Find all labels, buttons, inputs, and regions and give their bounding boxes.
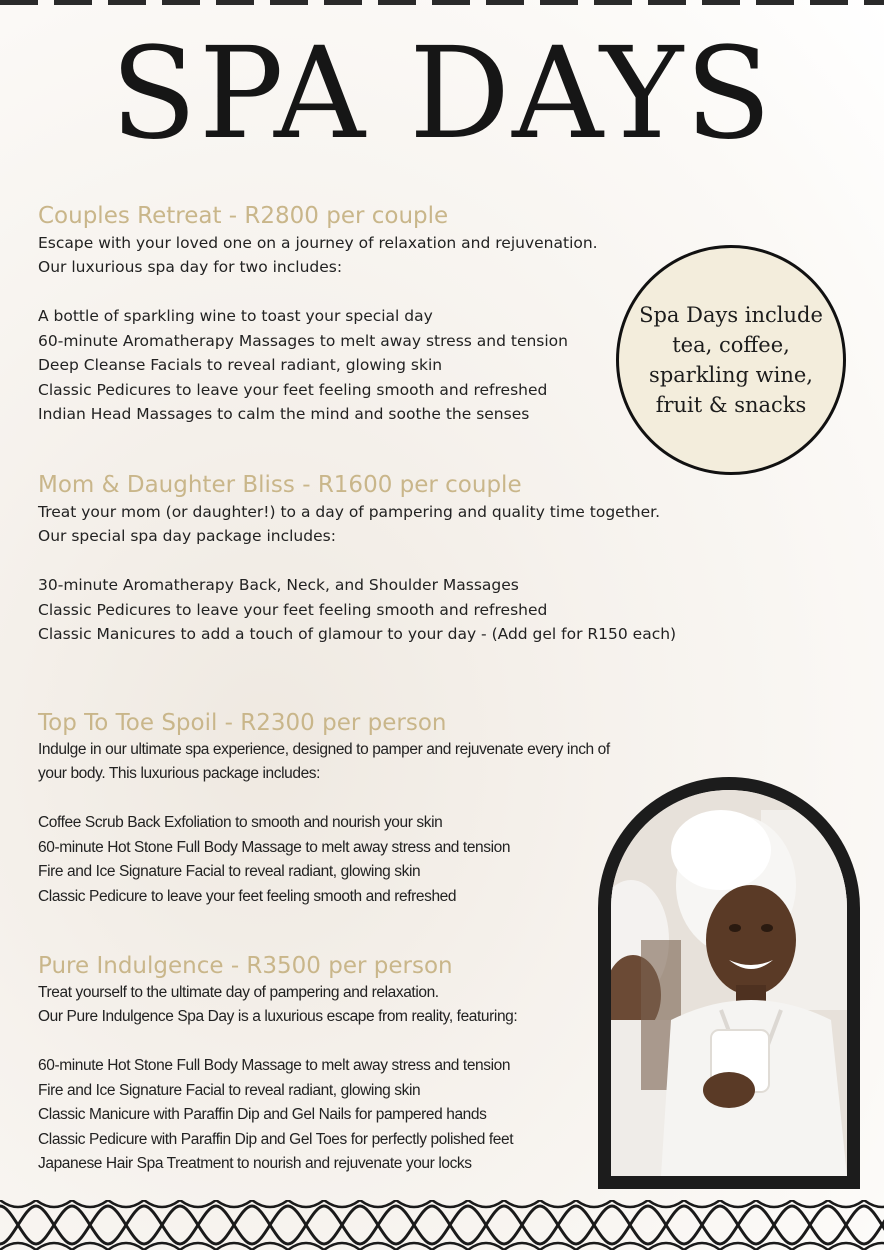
- spa-guest-photo: [611, 790, 847, 1176]
- package-item: Japanese Hair Spa Treatment to nourish and rejuvenate your locks: [38, 1155, 472, 1173]
- package-item: Classic Pedicure with Paraffin Dip and Gel Toes for perfectly polished feet: [38, 1130, 514, 1148]
- arched-photo-frame: [598, 777, 860, 1189]
- package-heading: Mom & Daughter Bliss - R1600 per couple: [38, 472, 522, 498]
- top-dashed-border: [0, 0, 884, 5]
- package-items: [38, 304, 598, 427]
- package-intro-line: Indulge in our ultimate spa experience, designed to pamper and rejuvenate every inch of: [38, 740, 610, 758]
- package-item: Deep Cleanse Facials to reveal radiant, glowing skin: [38, 356, 443, 375]
- package-item: 60-minute Hot Stone Full Body Massage to melt away stress and tension: [38, 838, 511, 856]
- package-item: Classic Manicures to add a touch of glamour to your day - (Add gel for R150 each): [38, 625, 677, 644]
- package-intro-line: Treat yourself to the ultimate day of pampering and relaxation.: [38, 983, 439, 1001]
- package-items: [38, 573, 676, 647]
- package-intro-line: your body. This luxurious package includes:: [38, 765, 321, 783]
- package-mom-daughter-bliss: [38, 472, 676, 647]
- package-item: A bottle of sparkling wine to toast your special day: [38, 307, 433, 326]
- package-heading: Pure Indulgence - R3500 per person: [38, 953, 453, 979]
- spa-guest-illustration: [611, 790, 847, 1176]
- page-title: SPA DAYS: [110, 20, 774, 167]
- package-item: Fire and Ice Signature Facial to reveal radiant, glowing skin: [38, 1081, 421, 1099]
- package-item: Coffee Scrub Back Exfoliation to smooth and nourish your skin: [38, 814, 443, 832]
- package-item: 30-minute Aromatherapy Back, Neck, and Shoulder Massages: [38, 576, 519, 595]
- package-item: Fire and Ice Signature Facial to reveal radiant, glowing skin: [38, 863, 421, 881]
- badge-text: Spa Days include tea, coffee, sparkling wine, fruit & snacks: [639, 303, 823, 417]
- package-item: Classic Pedicures to leave your feet feeling smooth and refreshed: [38, 600, 548, 619]
- package-item: 60-minute Aromatherapy Massages to melt away stress and tension: [38, 331, 568, 350]
- package-items: [38, 811, 610, 909]
- package-heading: Couples Retreat - R2800 per couple: [38, 203, 449, 229]
- package-heading: Top To Toe Spoil - R2300 per person: [38, 710, 447, 736]
- package-pure-indulgence: [38, 953, 517, 1177]
- package-intro-line: Our Pure Indulgence Spa Day is a luxurious escape from reality, featuring:: [38, 1008, 518, 1026]
- package-item: Classic Pedicures to leave your feet feeling smooth and refreshed: [38, 380, 548, 399]
- package-intro-line: Treat your mom (or daughter!) to a day of pampering and quality time together.: [38, 502, 661, 521]
- package-item: Classic Manicure with Paraffin Dip and Gel Nails for pampered hands: [38, 1106, 487, 1124]
- package-intro-line: Our special spa day package includes:: [38, 527, 336, 546]
- package-intro-line: Our luxurious spa day for two includes:: [38, 258, 343, 277]
- package-intro-line: Escape with your loved one on a journey of relaxation and rejuvenation.: [38, 233, 598, 252]
- package-items: [38, 1054, 517, 1177]
- package-item: Classic Pedicure to leave your feet feeling smooth and refreshed: [38, 887, 457, 905]
- inclusions-badge: [616, 245, 846, 475]
- package-top-to-toe-spoil: [38, 710, 610, 909]
- package-couples-retreat: [38, 203, 598, 427]
- bottom-lattice-pattern: [0, 1200, 884, 1250]
- package-item: 60-minute Hot Stone Full Body Massage to melt away stress and tension: [38, 1057, 511, 1075]
- package-item: Indian Head Massages to calm the mind and soothe the senses: [38, 405, 530, 424]
